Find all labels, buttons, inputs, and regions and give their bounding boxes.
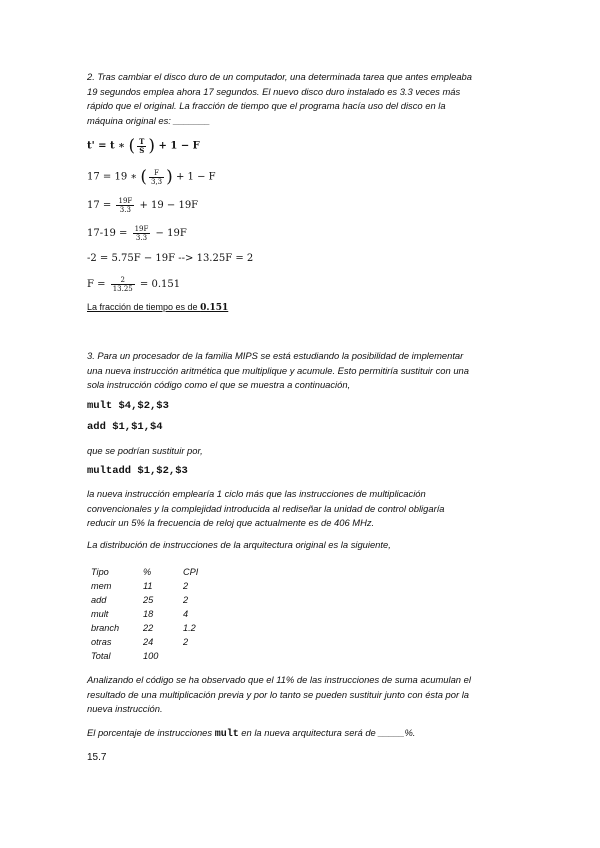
table-row: add 25 2 xyxy=(91,595,189,605)
eq6-rhs: = 0.151 xyxy=(139,279,181,290)
q3-line-3: sola instrucción código como el que se muestra a continuación, xyxy=(87,379,351,390)
eq6-fraction: $\frac{2}{13.25}$ xyxy=(112,276,133,293)
q2-statement xyxy=(87,70,527,128)
eq1-lhs: t' = t ∗ xyxy=(87,140,126,152)
header-percent: % xyxy=(143,567,152,577)
code-line-mult: mult $4,$2,$3 xyxy=(87,400,169,412)
table-row: otras 24 2 xyxy=(91,637,189,647)
table-header-row xyxy=(91,565,223,579)
equation-4 xyxy=(87,225,187,242)
eq6-lhs: F = xyxy=(87,279,106,290)
q3-analysis: Analizando el código se ha observado que el 11% de las instrucciones de suma acumulan el resultado de una multiplicación previa y por lo tanto se pueden sustituir junto con ésta por la nueva instrucción. xyxy=(87,674,471,714)
q3-answer: 15.7 xyxy=(87,752,107,763)
header-tipo: Tipo xyxy=(91,567,109,577)
equation-3 xyxy=(87,197,198,214)
q3-distribution-text: La distribución de instrucciones de la arquitectura original es la siguiente, xyxy=(87,539,391,550)
table-row: branch 22 1.2 xyxy=(91,623,196,633)
q2-line-1: 2. Tras cambiar el disco duro de un computador, una determinada tarea que antes empleaba xyxy=(87,71,472,82)
q2-conclusion: La fracción de tiempo es de 0.151 xyxy=(87,302,229,313)
table-row-total: Total 100 xyxy=(91,651,159,661)
equation-5: -2 = 5.75F − 19F --> 13.25F = 2 xyxy=(87,253,254,264)
eq4-lhs: 17-19 = xyxy=(87,228,128,239)
equation-6 xyxy=(87,276,180,293)
eq4-fraction: $\frac{19F}{3.3}$ xyxy=(134,225,149,242)
table-row: mem 11 2 xyxy=(91,581,189,591)
eq1-rhs: + 1 − F xyxy=(158,140,200,152)
q3-line-1: 3. Para un procesador de la familia MIPS se está estudiando la posibilidad de implementar xyxy=(87,350,464,361)
eq1-fraction: $\frac{T}{S}$ xyxy=(139,136,145,155)
header-cpi: CPI xyxy=(183,567,199,577)
eq2-fraction: $\frac{F}{3,3}$ xyxy=(151,168,163,186)
code-line-multadd: multadd $1,$2,$3 xyxy=(87,465,188,477)
q3-line-2: una nueva instrucción aritmética que multiplique y acumule. Esto permitiría sustituir con una xyxy=(87,364,469,376)
q3-question: El porcentaje de instrucciones mult en la nueva arquitectura será de _____%. xyxy=(87,727,416,740)
q3-statement xyxy=(87,349,527,393)
equation-2: 17 = 19 ∗ ( $\frac{F}{3,3}$ ) + 1 − F xyxy=(87,167,216,187)
eq3-fraction: $\frac{19F}{3.3}$ xyxy=(118,197,133,214)
eq3-rhs: + 19 − 19F xyxy=(139,200,199,211)
equation-1: t' = t ∗ ( $\frac{T}{S}$ ) + 1 − F xyxy=(87,136,200,156)
instruction-distribution-table xyxy=(91,565,223,663)
eq4-rhs: − 19F xyxy=(155,228,187,239)
table-row: mult 18 4 xyxy=(91,609,189,619)
q2-line-4: máquina original es: _______ xyxy=(87,114,211,126)
q3-question-code: mult xyxy=(214,729,239,740)
q3-replace-text: que se podrían sustituir por, xyxy=(87,445,203,456)
q2-line-3: rápido que el original. La fracción de tiempo que el programa hacía uso del disco en la xyxy=(87,100,446,111)
q2-line-2: 19 segundos emplea ahora 17 segundos. El nuevo disco duro instalado es 3.3 veces más xyxy=(87,85,461,97)
eq3-lhs: 17 = xyxy=(87,200,112,211)
eq2-rhs: + 1 − F xyxy=(175,171,216,183)
q3-paragraph-1: la nueva instrucción emplearía 1 ciclo más que las instrucciones de multiplicación convencionales y la complejidad introducida al rediseñar la unidad de control obligaría reducir un 5% la frecuencia de reloj que actualmente es de 406 MHz. xyxy=(87,488,445,528)
q2-answer-value: 0.151 xyxy=(200,303,229,313)
code-line-add: add $1,$1,$4 xyxy=(87,421,163,433)
eq2-lhs: 17 = 19 ∗ xyxy=(87,171,138,183)
